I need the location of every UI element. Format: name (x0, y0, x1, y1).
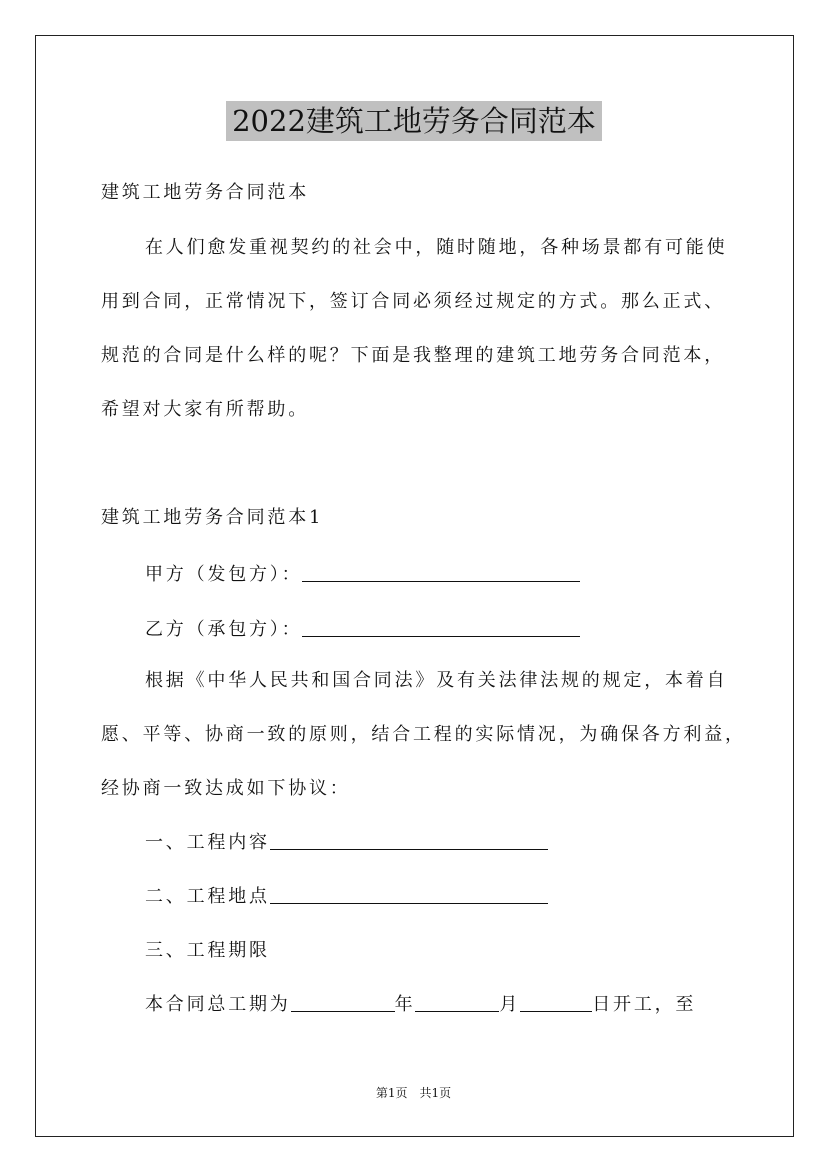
party-a-line (145, 563, 580, 587)
subtitle: 建筑工地劳务合同范本 (101, 182, 309, 203)
work-location-blank (270, 885, 548, 904)
section-heading: 建筑工地劳务合同范本1 (101, 507, 324, 528)
item-work-content (145, 831, 548, 855)
basis-line: 根据《中华人民共和国合同法》及有关法律法规的规定，本着自 (145, 670, 728, 691)
party-b-blank (302, 618, 580, 637)
month-label: 月 (499, 994, 521, 1015)
party-b-line (145, 618, 580, 642)
intro-line: 希望对大家有所帮助。 (101, 399, 309, 420)
item-work-location (145, 885, 548, 909)
work-content-blank (270, 831, 548, 850)
intro-line: 在人们愈发重视契约的社会中，随时随地，各种场景都有可能使 (145, 237, 728, 258)
term-line (145, 993, 696, 1017)
day-label: 日开工，至 (592, 994, 697, 1015)
day-blank (520, 993, 592, 1012)
document-title: 2022建筑工地劳务合同范本 (226, 101, 602, 141)
term-prefix: 本合同总工期为 (145, 994, 291, 1015)
basis-line: 愿、平等、协商一致的原则，结合工程的实际情况，为确保各方利益， (101, 724, 746, 745)
intro-line: 用到合同，正常情况下，签订合同必须经过规定的方式。那么正式、 (101, 291, 725, 312)
party-a-blank (302, 563, 580, 582)
page-footer: 第1页 共1页 (375, 1086, 452, 1100)
basis-line: 经协商一致达成如下协议： (101, 778, 351, 799)
year-blank (291, 993, 395, 1012)
party-a-label: 甲方（发包方）： (145, 564, 303, 585)
item-label: 二、工程地点 (145, 886, 270, 907)
item-label: 一、工程内容 (145, 832, 270, 853)
item-work-period: 三、工程期限 (145, 940, 270, 961)
party-b-label: 乙方（承包方）： (145, 619, 303, 640)
intro-line: 规范的合同是什么样的呢？下面是我整理的建筑工地劳务合同范本， (101, 345, 725, 366)
year-label: 年 (394, 994, 416, 1015)
month-blank (415, 993, 499, 1012)
